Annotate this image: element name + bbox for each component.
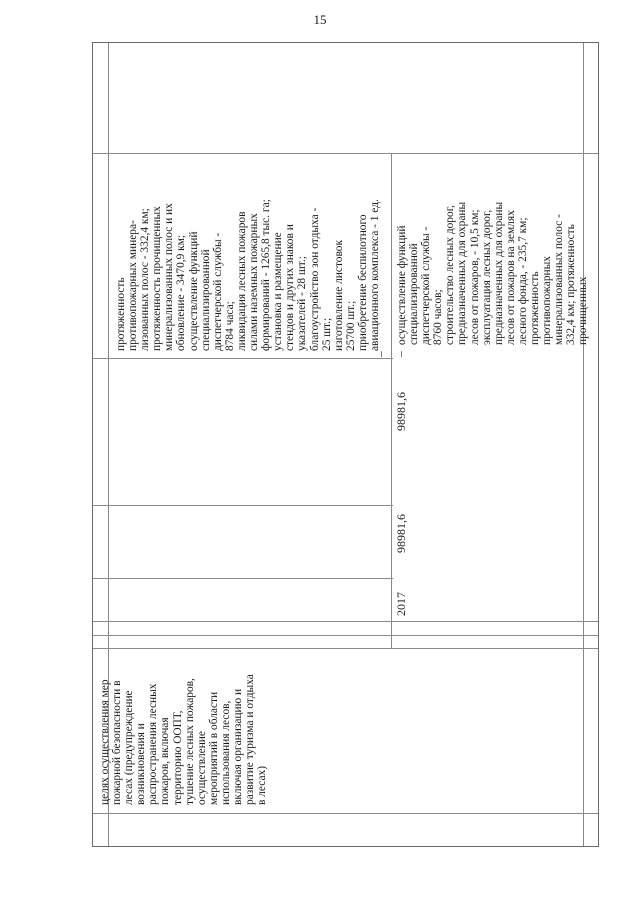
row-divider xyxy=(93,621,598,622)
row-divider xyxy=(93,648,598,649)
row-divider xyxy=(93,505,393,506)
page-number: 15 xyxy=(313,12,327,27)
row-divider xyxy=(93,635,598,636)
dash-cell-2: – xyxy=(395,351,407,357)
row-divider xyxy=(93,578,393,579)
amount-cell-1: 98981,6 xyxy=(394,514,408,553)
results-2017-text: осуществление функций специализированной диспетчерской службы - 8760 часов; строительство лесных дорог, предназначенных для охраны лесов от пожаров, - 10,5 км; эксплуатация лесных дорог, предназначенных для охраны лесов от пожаров на землях лесного фонда, - 235,7 км; протяженность противопожарных минерализованных полос - 332,4 км; протяженность прочищенных xyxy=(396,201,590,345)
row-divider xyxy=(93,813,598,814)
amount-cell-2: 98981,6 xyxy=(394,392,408,431)
goal-text: целях осуществления мер пожарной безопасности в лесах (предупреждение возникновения и распространения лесных пожаров, включая территорию ООПТ, тушение лесных пожаров, осуществление мероприятий в области использования лесов, включая организацию и развитие туризма и отдыха в лесах) xyxy=(99,674,269,805)
row-divider xyxy=(93,358,393,359)
year-cell: 2017 xyxy=(394,592,408,616)
dash-cell-1: – xyxy=(375,351,387,357)
results-2016-text: протяженность противопожарных минера- лизованных полос - 332,4 км; протяженность прочищенных минерализованных полос и их обновление - 3470,9 км; осуществление функций специализированной диспетчерской службы - 8784 часа; ликвидация лесных пожаров силами наземных пожарных формирований - 1265,8 тыс. га; установка и размещение стендов и других знаков и указателей - 28 шт.; благоустройство зон отдыха - 25 шт.; изготовление листовок 25700 шт.; приобретение беспилотного авиационного комплекса - 1 ед. xyxy=(115,199,381,351)
col-divider xyxy=(391,153,392,648)
table-frame xyxy=(92,42,599,847)
